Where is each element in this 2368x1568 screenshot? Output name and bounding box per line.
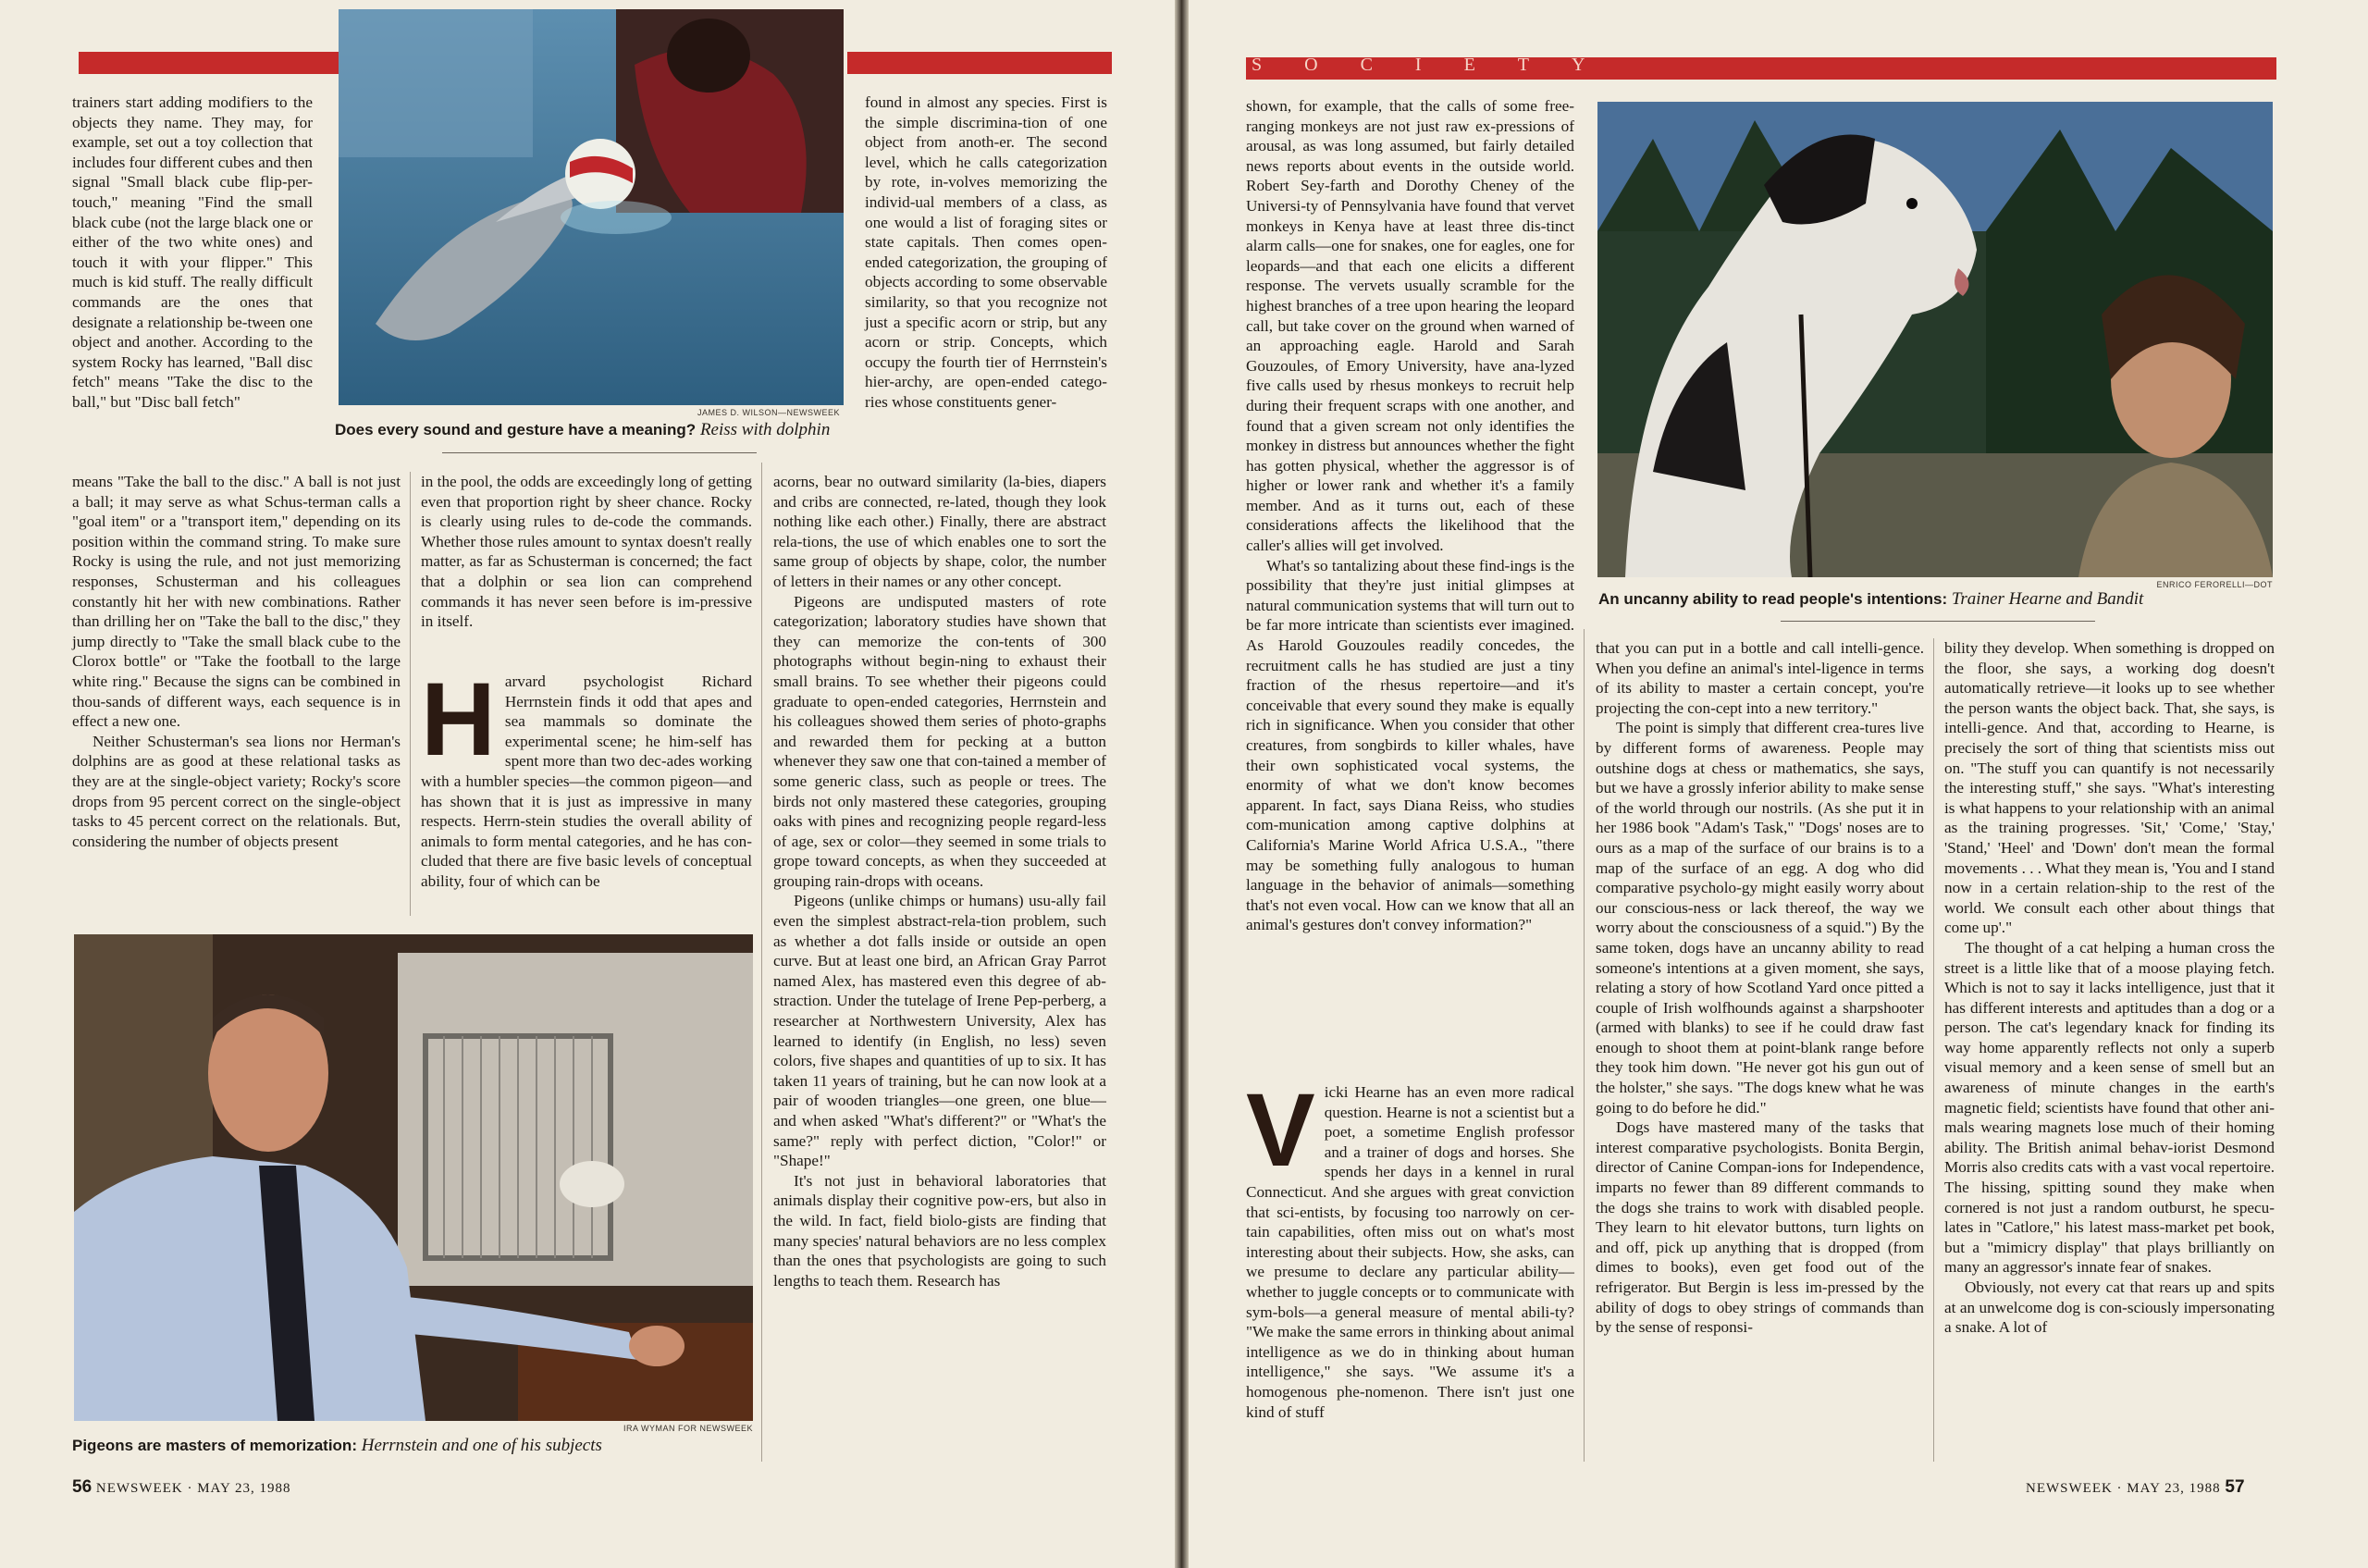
photo-caption: [335, 420, 830, 440]
article-column: [773, 472, 1106, 1290]
paragraph: icki Hearne has an even more radical question. Hearne is not a scientist but a poet, a sometime English professor and a trainer of dogs and horses. She spends her days in a kennel in rural Connecticut. And she argues with great conviction that sci-entists, by focusing too narrowly on cer-tain capabilities, often miss out on what's most interesting about their subjects. How, she asks, can we presume to declare any particular ability—whether to juggle concepts or to communicate with sym-bols—a general measure of mental abili-ty? "We make the same errors in thinking about animal intelligence as we do in thinking about human intelligence," she says. "We assume it's a homogenous phe-nomenon. There isn't just one kind of stuff: [1246, 1083, 1574, 1421]
article-column: [72, 472, 401, 851]
page-folio: [2026, 1477, 2245, 1498]
paragraph: Dogs have mastered many of the tasks that interest comparative psychologists. Bonita Bergin, director of Canine Compan-ions for Independence, imparts no fewer than 89 different commands to the dogs she trains to work with disabled people. They learn to hit elevator buttons, turn lights on and off, pick up anything that is dropped (from dimes to books), even get food out of the refrigerator. But Bergin is less im-pressed by the ability of dogs to obey strings of commands than by the sense of responsi-: [1596, 1118, 1924, 1337]
article-column: [72, 93, 313, 413]
caption-rule: [1781, 621, 2095, 622]
paragraph: shown, for example, that the calls of some free-ranging monkeys are not just raw ex-pressions of arousal, as was long assumed, but fairly detailed news reports about events in the outside world. Robert Sey-farth and Dorothy Cheney of the Universi-ty of Pennsylvania have found that vervet monkeys in Kenya have at least three dis-tinct alarm calls—one for snakes, one for eagles, one for leopards—and that each one elicits a different response. The vervets usually scramble for the highest branches of a tree upon hearing the leopard call, but take cover on the ground when warned of an approaching eagle. Harold and Sarah Gouzoules, of Emory University, have ana-lyzed five calls used by rhesus monkeys to recruit help during their frequent scraps with one another, and found that a given scream not only identifies the monkey in distress but announces whether the fight has gotten physical, whether the aggressor is of higher or lower rank and whether it's a family member. And as it turns out, each of these considerations affects the likelihood that the caller's allies will get involved.: [1246, 97, 1574, 555]
folio-text: NEWSWEEK · MAY 23, 1988: [2026, 1481, 2221, 1496]
herrnstein-photo: [74, 934, 753, 1421]
article-column: [421, 472, 752, 632]
caption-bold: Does every sound and gesture have a meaning?: [335, 421, 697, 438]
caption-bold: An uncanny ability to read people's intentions:: [1598, 590, 1948, 608]
dropcap: H: [421, 661, 496, 777]
paragraph: Neither Schusterman's sea lions nor Herman's dolphins are as good at these relational tasks as they are at the single-object variety; Rocky's score drops from 95 percent correct on the single-object tasks to 45 percent correct on the relationals. But, considering the number of objects present: [72, 732, 401, 850]
photo-caption: [72, 1436, 602, 1456]
caption-italic: Reiss with dolphin: [699, 420, 831, 439]
paragraph: The thought of a cat helping a human cross the street is a little like that of a moose playing fetch. Which is not to say it lacks intelligence, just that it has different interests and aptitudes than a dog or a person. The cat's legendary knack for finding its way home apparently reflects not only a superb visual memory and a keen sense of smell but an awareness of minute changes in the earth's magnetic field; scientists have found that other ani-mals wearing magnets lose much of their homing ability. The British animal behav-iorist Desmond Morris also credits cats with a vast vocal repertoire. The hissing, spitting sound they make when cornered is not just a random outburst, he specu-lates in "Catlore," his latest mass-market pet book, but a "mimicry display" that plays brilliantly on many an aggressor's innate fear of snakes.: [1944, 938, 2275, 1277]
paragraph: in the pool, the odds are exceedingly long of getting even that proportion right by sheer chance. Rocky is clearly using rules to de-code the commands. Whether those rules amount to syntax doesn't really matter, as far as Schusterman is concerned; the fact that a dolphin or sea lion can comprehend commands it has never seen before is im-pressive in itself.: [421, 473, 752, 631]
paragraph: trainers start adding modifiers to the objects they name. They may, for example, set out a toy collection that includes four different cubes and then signal "Small black cube flip-per-touch," meaning "Find the small black cube (not the large black one or either of the two white ones) and touch it with your flipper." This much is kid stuff. The really difficult commands are the ones that designate a relationship be-tween one object and another. According to the system Rocky has learned, "Ball disc fetch" means "Take the disc to the ball," but "Disc ball fetch": [72, 93, 313, 411]
paragraph: acorns, bear no outward similarity (la-bies, diapers and cribs are connected, re-lated, though they look nothing like each other.) Finally, there are abstract rela-tions, the use of which enables one to sort the same group of objects by shape, color, the number of letters in their names or any other concept.: [773, 473, 1106, 590]
article-column: [1596, 638, 1924, 1338]
paragraph: It's not just in behavioral laboratories that animals display their cognitive pow-ers, but also in the wild. In fact, field biolo-gists are finding that many species' natural behaviors are no less complex than the ones that psychologists are going to such lengths to teach them. Research has: [773, 1171, 1106, 1290]
folio-text: NEWSWEEK · MAY 23, 1988: [95, 1481, 291, 1496]
photo-caption: [1598, 589, 2143, 610]
paragraph: Pigeons (unlike chimps or humans) usu-ally fail even the simplest abstract-rela-tion problem, such as whether a dot falls inside or outside an open curve. But at least one bird, an African Gray Parrot named Alex, has mastered even this degree of ab-straction. Under the tutelage of Irene Pep-perberg, a researcher at Northwestern University, Alex has learned to identify (in English, no less) seven colors, five shapes and quantities of up to six. It has taken 11 years of training, but he can now look at a pair of wooden triangles—one green, one blue—and when asked "What's different?" or "What's the same?" reply with perfect diction, "Color!" or "Shape!": [773, 892, 1106, 1170]
article-column: [1944, 638, 2275, 1338]
red-header-bar: [79, 52, 339, 74]
paragraph: Pigeons are undisputed masters of rote categorization; laboratory studies have shown that they can memorize the con-tents of 300 photographs without begin-ning to exhaust their small brains. To see whether their pigeons could graduate to open-ended categories, Herrnstein and his colleagues showed them series of photo-graphs and rewarded them for pecking at a button whenever they saw one that con-tained a member of some generic class, such as people or trees. The birds not only mastered these categories, grouping oaks with pines and recognizing people regard-less of age, sex or color—they seemed in some trials to grope toward concepts, as when they succeeded at grouping rain-drops with oceans.: [773, 592, 1106, 890]
paragraph: What's so tantalizing about these find-ings is the possibility that they're just initial glimpses at natural communication systems that will turn out to be far more intricate than scientists ever imagined. As Harold Gouzoules readily concedes, the recruitment calls he has studied are just a tiny fraction of the rhesus repertoire—and it's conceivable that every sound they make is equally rich in significance. When you consider that other creatures, from songbirds to killer whales, have their own sophisticated vocal systems, the enormity of what we don't know becomes apparent. In fact, says Diana Reiss, who studies com-munication among captive dolphins at California's Marine World Africa U.S.A., "there may be something fully analogous to human language in the behavior of animals—something that's not even vocal. How can we know that all an animal's gestures don't convey information?": [1246, 556, 1574, 934]
dolphin-photo: [339, 9, 844, 405]
photo-credit: ENRICO FERORELLI—DOT: [2156, 580, 2273, 589]
paragraph: arvard psychologist Richard Herrnstein finds it odd that apes and sea mammals so dominate the experimental scene; he him-self has spent more than two dec-ades working with a humbler species—the common pigeon—and has shown that it is just as impressive in many respects. Herrn-stein studies the overall ability of animals to form mental categories, and he has con-cluded that there are five basic levels of conceptual ability, four of which can be: [421, 673, 752, 890]
caption-italic: Trainer Hearne and Bandit: [1951, 589, 2144, 609]
page-number: 56: [72, 1477, 92, 1497]
column-rule: [1933, 638, 1934, 1462]
article-column: [865, 93, 1107, 413]
column-rule: [761, 463, 762, 1462]
caption-rule: [442, 452, 757, 453]
red-header-bar: [847, 52, 1112, 74]
paragraph: The point is simply that different crea-tures live by different forms of awareness. People may outshine dogs at chess or mathematics, she says, but we have a grossly inferior ability to make sense of the world through our nostrils. (As she put it in her 1986 book "Adam's Task," "Dogs' noses are to ours as a map of the surface of our brains is to a map of the surface of an egg. A dog who did comparative psycholo-gy might easily worry about our conscious-ness or lack thereof, the way we worry about the consciousness of a squid.") By the same token, dogs have an uncanny ability to read someone's intentions at a given moment, she says, relating a story of how Scotland Yard once pitted a couple of Irish wolfhounds against a sharpshooter (armed with blanks) to see if he could draw fast enough to shoot them at point-blank range before they took him down. "He never got his gun out of the holster," she says. "The dogs knew what he was going to do before he did.": [1596, 719, 1924, 1117]
caption-bold: Pigeons are masters of memorization:: [72, 1437, 357, 1454]
page-number: 57: [2225, 1477, 2245, 1497]
column-rule: [410, 472, 411, 916]
left-page: [0, 0, 1175, 1568]
paragraph: bility they develop. When something is dropped on the floor, she says, a working dog doesn't automatically retrieve—it looks up to see whether the person wants the object back. That, she says, is intelli-gence. And that, according to Hearne, is precisely the sort of thing that scientists miss out on. "The stuff you can quantify is not necessarily the interesting stuff," she says. "What's interesting is what happens to your relationship with an animal as the training progresses. 'Sit,' 'Come,' 'Stay,' 'Stand,' 'Heel' and 'Down' don't mean the formal movements . . . What they mean is, 'You and I stand now in a certain relation-ship to the rest of the world. We consult each other about things that come up'.": [1944, 639, 2275, 937]
caption-italic: Herrnstein and one of his subjects: [361, 1436, 602, 1455]
column-rule: [1584, 629, 1585, 1462]
paragraph: means "Take the ball to the disc." A ball is not just a ball; it may serve as what Schus-terman calls a "goal item" or a "transport item," depending on its position within the command string. To make sure Rocky is using the rule, and not just memorizing responses, Schusterman and his colleagues constantly hit her with new combinations. Rather than drilling her on "Take the ball to the disc," they jump directly to "Take the small black cube to the Clorox bottle" or "Take the football to the large white ring." Because the signs can be combined in thou-sands of different ways, each sequence is in effect a new one.: [72, 473, 401, 731]
page-gutter: [1175, 0, 1189, 1568]
paragraph: Obviously, not every cat that rears up and spits at an unwelcome dog is con-sciously impersonating a snake. A lot of: [1944, 1278, 2275, 1337]
article-column: [421, 661, 752, 892]
right-page: [1189, 0, 2368, 1568]
dropcap: V: [1246, 1072, 1315, 1188]
photo-credit: IRA WYMAN FOR NEWSWEEK: [623, 1424, 753, 1433]
paragraph: that you can put in a bottle and call intelli-gence. When you define an animal's intel-ligence in terms of its ability to master a certain concept, you're projecting the con-cept into a new territory.": [1596, 639, 1924, 717]
article-column: [1246, 96, 1574, 935]
dog-photo: [1597, 102, 2273, 577]
page-folio: [72, 1477, 291, 1498]
section-label: SOCIETY: [1252, 55, 1628, 75]
paragraph: found in almost any species. First is the simple discrimina-tion of one object from anoth-er. The second level, which he calls categorization by rote, in-volves memorizing the individ-ual members of a class, as one would a list of foraging sites or state capitals. Then comes open-ended categorization, the grouping of objects according to some observable similarity, so that you recognize not just a specific acorn or strip, but any acorn or strip. Concepts, which occupy the fourth tier of Herrnstein's hier-archy, are open-ended catego-ries whose constituents gener-: [865, 93, 1107, 411]
photo-credit: JAMES D. WILSON—NEWSWEEK: [697, 408, 840, 417]
article-column: [1246, 1072, 1574, 1422]
